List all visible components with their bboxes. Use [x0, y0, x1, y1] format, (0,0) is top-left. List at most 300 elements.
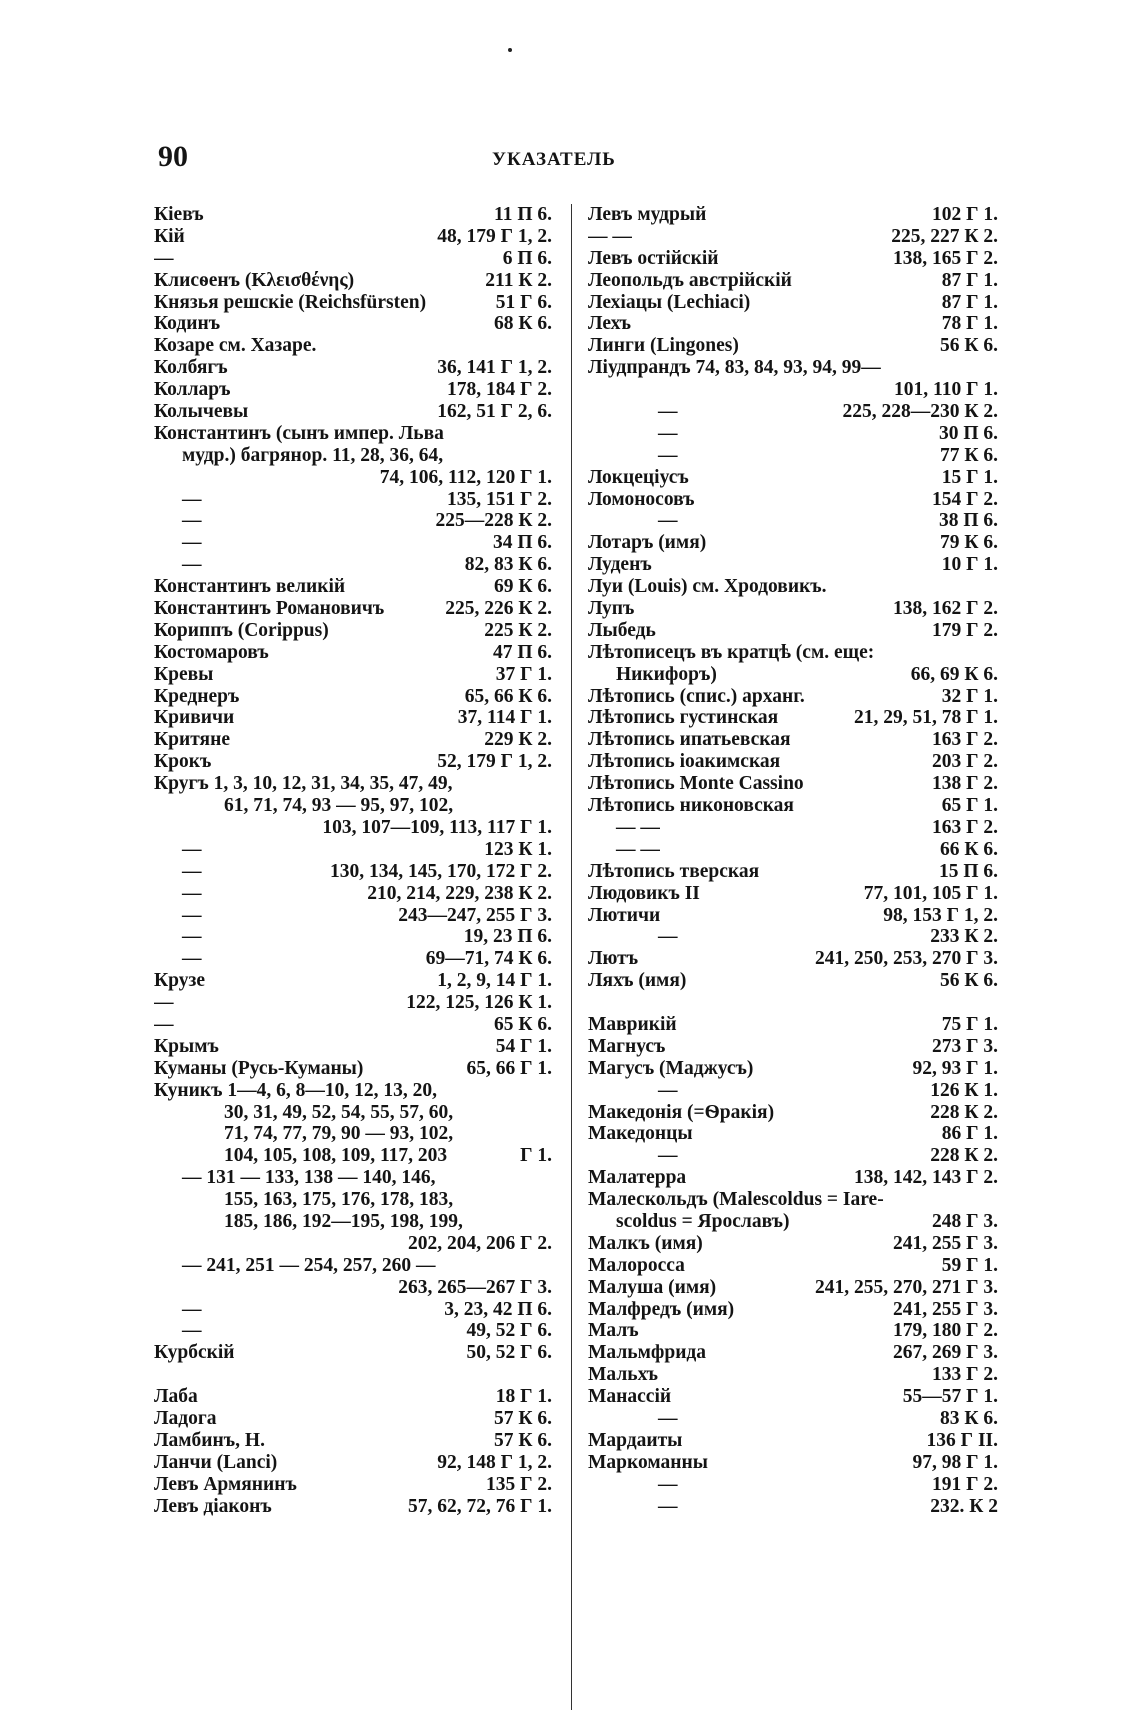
entry-reference: 49, 52 Г 6. — [466, 1320, 552, 1342]
entry-term: — — — [616, 816, 660, 838]
index-entry — [154, 379, 552, 401]
entry-reference: 225—228 К 2. — [435, 510, 552, 532]
entry-term: Лѣтопись никоновская — [588, 795, 794, 817]
entry-term: Манассій — [588, 1386, 672, 1408]
entry-term: — — [658, 1079, 678, 1101]
entry-reference: 179 Г 2. — [931, 619, 998, 641]
entry-term: Магусъ (Маджусъ) — [588, 1057, 754, 1079]
entry-term: Куманы (Русь-Куманы) — [154, 1057, 364, 1079]
entry-reference: 15 П 6. — [938, 860, 998, 882]
index-entry — [154, 905, 552, 927]
entry-term: Ліудпрандъ 74, 83, 84, 93, 94, 99— — [588, 357, 881, 379]
entry-term: Лупъ — [588, 598, 635, 620]
index-entry — [154, 1058, 552, 1080]
entry-term: Лѣтопись густинская — [588, 707, 779, 729]
entry-reference: 248 Г 3. — [931, 1210, 998, 1232]
entry-term: Креднеръ — [154, 685, 240, 707]
entry-term: мудр.) багрянор. 11, 28, 36, 64, — [182, 444, 444, 466]
entry-reference: 191 Г 2. — [931, 1473, 998, 1495]
entry-term: — — [182, 510, 202, 532]
entry-reference: 241, 255 Г 3. — [892, 1298, 998, 1320]
index-entry — [588, 861, 998, 883]
entry-term: Людовикъ II — [588, 882, 700, 904]
index-entry — [154, 817, 552, 839]
index-entry — [588, 1299, 998, 1321]
entry-reference: 10 Г 1. — [941, 554, 998, 576]
index-entry — [588, 1364, 998, 1386]
entry-reference: 32 Г 1. — [941, 685, 998, 707]
index-entry — [154, 795, 552, 817]
index-entry — [154, 1167, 552, 1189]
index-entry — [588, 248, 998, 270]
index-entry — [588, 226, 998, 248]
entry-reference: 92, 148 Г 1, 2. — [437, 1451, 552, 1473]
entry-term: Князья решскіе (Reichsfürsten) — [154, 291, 427, 313]
index-entry — [588, 1167, 998, 1189]
entry-term: Левъ Армянинъ — [154, 1473, 297, 1495]
entry-term: Кориппъ (Corippus) — [154, 619, 329, 641]
entry-reference: 65 К 6. — [493, 1013, 552, 1035]
index-entry — [154, 1014, 552, 1036]
index-entry — [154, 1189, 552, 1211]
entry-term: Лѣтопись іоакимская — [588, 751, 781, 773]
index-entry — [588, 686, 998, 708]
entry-term: Крымъ — [154, 1035, 219, 1057]
entry-reference: 56 К 6. — [939, 335, 998, 357]
index-entry — [154, 1386, 552, 1408]
entry-reference: 122, 125, 126 К 1. — [406, 992, 552, 1014]
index-entry — [588, 292, 998, 314]
entry-reference: 74, 106, 112, 120 Г 1. — [379, 466, 552, 488]
entry-term: Лехіацы (Lechiaci) — [588, 291, 751, 313]
entry-reference: 52, 179 Г 1, 2. — [437, 751, 552, 773]
entry-reference: 225 К 2. — [484, 619, 552, 641]
entry-reference: 233 К 2. — [930, 926, 998, 948]
column-divider — [571, 204, 572, 1710]
entry-reference: 48, 179 Г 1, 2. — [437, 225, 552, 247]
entry-reference: 103, 107—109, 113, 117 Г 1. — [322, 816, 552, 838]
entry-reference: 47 П 6. — [492, 641, 552, 663]
entry-term: Мардаиты — [588, 1429, 683, 1451]
entry-term: — 131 — 133, 138 — 140, 146, — [182, 1167, 436, 1189]
entry-reference: 65, 66 К 6. — [464, 685, 552, 707]
index-entry — [588, 1102, 998, 1124]
index-entry — [588, 1408, 998, 1430]
entry-term: Крокъ — [154, 751, 212, 773]
entry-term: Левъ діаконъ — [154, 1495, 272, 1517]
entry-term: Кодинъ — [154, 313, 221, 335]
index-entry — [588, 357, 998, 379]
index-entry — [154, 926, 552, 948]
index-entry — [154, 445, 552, 467]
index-entry — [588, 1496, 998, 1518]
index-entry — [154, 532, 552, 554]
index-entry — [154, 861, 552, 883]
entry-term: — — [182, 882, 202, 904]
index-entry — [588, 379, 998, 401]
index-entry — [154, 248, 552, 270]
entry-term: — — [658, 1145, 678, 1167]
index-entry — [154, 226, 552, 248]
index-entry — [154, 1255, 552, 1277]
index-entry — [588, 335, 998, 357]
entry-reference: 273 Г 3. — [931, 1035, 998, 1057]
index-entry — [588, 1145, 998, 1167]
index-entry — [154, 686, 552, 708]
entry-reference: 267, 269 Г 3. — [892, 1342, 998, 1364]
entry-term: Константинъ великій — [154, 576, 346, 598]
entry-term: — — [182, 904, 202, 926]
index-entry — [588, 992, 998, 1014]
entry-reference: 263, 265—267 Г 3. — [398, 1276, 552, 1298]
entry-reference: 6 П 6. — [502, 247, 552, 269]
entry-reference: 211 К 2. — [485, 269, 552, 291]
entry-reference: 21, 29, 51, 78 Г 1. — [853, 707, 998, 729]
entry-term: 185, 186, 192—195, 198, 199, — [224, 1210, 463, 1232]
entry-term: — — [182, 554, 202, 576]
entry-term: 61, 71, 74, 93 — 95, 97, 102, — [224, 795, 454, 817]
index-entry — [154, 992, 552, 1014]
entry-reference: 83 К 6. — [939, 1407, 998, 1429]
entry-reference: 1, 2, 9, 14 Г 1. — [437, 970, 552, 992]
entry-term: Ладога — [154, 1407, 217, 1429]
entry-term: Македонія (=Ѳракія) — [588, 1101, 775, 1123]
index-entry — [588, 1255, 998, 1277]
page-number: 90 — [158, 140, 188, 173]
index-entry — [154, 423, 552, 445]
entry-reference: 210, 214, 229, 238 К 2. — [367, 882, 552, 904]
index-column-left — [154, 204, 552, 1517]
entry-reference: 178, 184 Г 2. — [446, 379, 552, 401]
entry-reference: 54 Г 1. — [495, 1035, 552, 1057]
entry-term: — — [182, 926, 202, 948]
entry-reference: 163 Г 2. — [931, 816, 998, 838]
index-entry — [154, 1342, 552, 1364]
entry-term: — — [658, 1473, 678, 1495]
entry-reference: 162, 51 Г 2, 6. — [437, 401, 552, 423]
entry-reference: 65, 66 Г 1. — [466, 1057, 552, 1079]
entry-reference: 57 К 6. — [493, 1429, 552, 1451]
index-entry — [588, 467, 998, 489]
index-entry — [588, 554, 998, 576]
entry-reference: 18 Г 1. — [495, 1386, 552, 1408]
entry-term: scoldus = Ярославъ) — [616, 1210, 790, 1232]
entry-term: Малкъ (имя) — [588, 1232, 703, 1254]
index-entry — [588, 489, 998, 511]
entry-term: Козаре см. Хазаре. — [154, 335, 317, 357]
index-entry — [154, 1102, 552, 1124]
index-entry — [154, 707, 552, 729]
entry-reference: 243—247, 255 Г 3. — [398, 904, 552, 926]
entry-term: Лехъ — [588, 313, 632, 335]
entry-reference: 228 К 2. — [930, 1101, 998, 1123]
entry-term: Лѣтопись (спис.) арханг. — [588, 685, 805, 707]
entry-term: 104, 105, 108, 109, 117, 203 — [224, 1145, 448, 1167]
entry-term: — — [658, 1407, 678, 1429]
index-entry — [588, 532, 998, 554]
index-entry — [154, 883, 552, 905]
index-entry — [154, 1320, 552, 1342]
entry-reference: 79 К 6. — [939, 532, 998, 554]
entry-term: Критяне — [154, 729, 230, 751]
entry-term: Мальмфрида — [588, 1342, 707, 1364]
entry-term: — — — [588, 225, 632, 247]
index-entry — [154, 554, 552, 576]
entry-reference: 225, 228—230 К 2. — [842, 401, 998, 423]
entry-term: — — [182, 532, 202, 554]
entry-term: Колбягъ — [154, 357, 228, 379]
entry-reference: 138, 142, 143 Г 2. — [853, 1167, 998, 1189]
entry-reference: 241, 255, 270, 271 Г 3. — [814, 1276, 998, 1298]
index-entry — [588, 642, 998, 664]
entry-term: — — [658, 926, 678, 948]
index-entry — [588, 707, 998, 729]
entry-term: — — [658, 422, 678, 444]
entry-reference: 34 П 6. — [492, 532, 552, 554]
entry-term: Леопольдъ австрійскій — [588, 269, 792, 291]
entry-term: Малуша (имя) — [588, 1276, 717, 1298]
index-entry — [588, 729, 998, 751]
index-entry — [154, 1036, 552, 1058]
index-entry — [154, 729, 552, 751]
entry-term: Лыбедь — [588, 619, 656, 641]
index-entry — [588, 795, 998, 817]
index-entry — [154, 1496, 552, 1518]
index-entry — [154, 401, 552, 423]
index-entry — [588, 926, 998, 948]
index-entry — [154, 620, 552, 642]
entry-reference: 138 Г 2. — [931, 773, 998, 795]
index-entry — [154, 357, 552, 379]
entry-term: Луденъ — [588, 554, 652, 576]
entry-reference: 30 П 6. — [938, 422, 998, 444]
entry-term: — — [182, 860, 202, 882]
index-entry — [588, 313, 998, 335]
entry-term: 30, 31, 49, 52, 54, 55, 57, 60, — [224, 1101, 454, 1123]
entry-reference: 133 Г 2. — [931, 1364, 998, 1386]
entry-reference: 241, 255 Г 3. — [892, 1232, 998, 1254]
entry-term: Лѣтопись Monte Cassino — [588, 773, 804, 795]
entry-term: 71, 74, 77, 79, 90 — 93, 102, — [224, 1123, 454, 1145]
index-entry — [154, 335, 552, 357]
entry-term: Кіевъ — [154, 204, 204, 225]
index-entry — [588, 883, 998, 905]
index-entry — [154, 489, 552, 511]
index-entry — [588, 817, 998, 839]
index-entry — [154, 1123, 552, 1145]
entry-term: Кругъ 1, 3, 10, 12, 31, 34, 35, 47, 49, — [154, 773, 453, 795]
index-entry — [154, 270, 552, 292]
entry-reference: 101, 110 Г 1. — [894, 379, 998, 401]
index-entry — [154, 751, 552, 773]
entry-reference: 87 Г 1. — [941, 269, 998, 291]
entry-reference: 19, 23 П 6. — [463, 926, 552, 948]
index-entry — [588, 1080, 998, 1102]
entry-reference: 55—57 Г 1. — [902, 1386, 998, 1408]
index-column-right — [588, 204, 998, 1517]
entry-term: Клисѳенъ (Κλεισθένης) — [154, 269, 355, 291]
entry-reference: 68 К 6. — [493, 313, 552, 335]
index-entry — [588, 445, 998, 467]
entry-term: — — [154, 1013, 174, 1035]
entry-reference: 66, 69 К 6. — [910, 663, 998, 685]
index-entry — [588, 1014, 998, 1036]
index-entry — [588, 620, 998, 642]
index-entry — [154, 970, 552, 992]
index-entry — [588, 510, 998, 532]
index-entry — [588, 1474, 998, 1496]
entry-reference: 179, 180 Г 2. — [892, 1320, 998, 1342]
index-entry — [154, 1211, 552, 1233]
entry-reference: 36, 141 Г 1, 2. — [437, 357, 552, 379]
entry-term: Кревы — [154, 663, 214, 685]
entry-reference: 51 Г 6. — [495, 291, 552, 313]
entry-reference: 69 К 6. — [493, 576, 552, 598]
entry-reference: 3, 23, 42 П 6. — [444, 1298, 552, 1320]
entry-reference: 77, 101, 105 Г 1. — [863, 882, 998, 904]
index-entry — [588, 751, 998, 773]
index-entry — [588, 1211, 998, 1233]
entry-reference: 57 К 6. — [493, 1407, 552, 1429]
entry-term: Маврикій — [588, 1013, 677, 1035]
index-entry — [154, 664, 552, 686]
entry-term: Лютичи — [588, 904, 661, 926]
entry-reference: 11 П 6. — [494, 204, 552, 225]
entry-term: 155, 163, 175, 176, 178, 183, — [224, 1189, 454, 1211]
entry-term: — 241, 251 — 254, 257, 260 — — [182, 1254, 436, 1276]
index-entry — [154, 1474, 552, 1496]
index-entry — [588, 270, 998, 292]
entry-term: Маркоманны — [588, 1451, 708, 1473]
entry-term: — — [182, 838, 202, 860]
entry-term: Колычевы — [154, 401, 249, 423]
entry-term: Ланчи (Lanci) — [154, 1451, 278, 1473]
index-entry — [588, 1320, 998, 1342]
entry-reference: 154 Г 2. — [931, 488, 998, 510]
entry-reference: 38 П 6. — [938, 510, 998, 532]
entry-reference: Г 1. — [520, 1145, 552, 1167]
entry-reference: 77 К 6. — [939, 444, 998, 466]
entry-term: — — [154, 992, 174, 1014]
entry-term: — — [658, 401, 678, 423]
index-entry — [154, 510, 552, 532]
entry-term: Ляхъ (имя) — [588, 970, 687, 992]
entry-term: Лѣтописецъ въ кратцѣ (см. еще: — [588, 641, 875, 663]
entry-reference: 66 К 6. — [939, 838, 998, 860]
index-entry — [154, 773, 552, 795]
index-entry — [588, 1233, 998, 1255]
entry-term: Левъ мудрый — [588, 204, 707, 225]
index-entry — [588, 204, 998, 226]
entry-term: Лютъ — [588, 948, 639, 970]
entry-term: Константинъ Романовичъ — [154, 598, 385, 620]
entry-reference: 69—71, 74 К 6. — [425, 948, 552, 970]
entry-term: — — [182, 1298, 202, 1320]
index-entry — [154, 1364, 552, 1386]
entry-reference: 229 К 2. — [484, 729, 552, 751]
index-entry — [154, 1277, 552, 1299]
index-entry — [588, 401, 998, 423]
index-entry — [588, 1058, 998, 1080]
index-entry — [588, 773, 998, 795]
entry-reference: 136 Г II. — [926, 1429, 998, 1451]
index-entry — [154, 839, 552, 861]
index-entry — [588, 423, 998, 445]
entry-reference: 59 Г 1. — [941, 1254, 998, 1276]
entry-reference: 102 Г 1. — [931, 204, 998, 225]
entry-term: — — [182, 1320, 202, 1342]
entry-term: Македонцы — [588, 1123, 693, 1145]
index-entry — [154, 313, 552, 335]
entry-reference: 37 Г 1. — [495, 663, 552, 685]
index-entry — [154, 1080, 552, 1102]
entry-reference: 135, 151 Г 2. — [446, 488, 552, 510]
entry-reference: 163 Г 2. — [931, 729, 998, 751]
index-entry — [588, 839, 998, 861]
entry-reference: 123 К 1. — [484, 838, 552, 860]
index-entry — [154, 576, 552, 598]
entry-term: — — [658, 444, 678, 466]
entry-term: Никифоръ) — [616, 663, 717, 685]
index-entry — [154, 598, 552, 620]
index-entry — [588, 1386, 998, 1408]
entry-term: Линги (Lingones) — [588, 335, 739, 357]
entry-term: — — [182, 948, 202, 970]
entry-term: Малоросса — [588, 1254, 685, 1276]
index-entry — [588, 1342, 998, 1364]
entry-reference: 97, 98 Г 1. — [912, 1451, 998, 1473]
index-entry — [154, 1299, 552, 1321]
entry-term: Малъ — [588, 1320, 639, 1342]
entry-reference: 232. К 2 — [930, 1495, 998, 1517]
entry-reference: 50, 52 Г 6. — [466, 1342, 552, 1364]
entry-term: Костомаровъ — [154, 641, 269, 663]
entry-reference: 225, 226 К 2. — [445, 598, 552, 620]
index-entry — [588, 1123, 998, 1145]
index-entry — [588, 1430, 998, 1452]
entry-reference: 138, 162 Г 2. — [892, 598, 998, 620]
entry-term: Малескольдъ (Malescoldus = Iare- — [588, 1189, 884, 1211]
index-entry — [154, 1233, 552, 1255]
entry-term: Кривичи — [154, 707, 235, 729]
index-entry — [154, 292, 552, 314]
index-entry — [154, 642, 552, 664]
entry-term: — — — [616, 838, 660, 860]
entry-term: Кій — [154, 225, 185, 247]
index-entry — [588, 905, 998, 927]
entry-term: — — [182, 488, 202, 510]
print-speck — [508, 48, 512, 52]
entry-term: Малфредъ (имя) — [588, 1298, 735, 1320]
index-entry — [588, 664, 998, 686]
entry-term: Локцеціусъ — [588, 466, 689, 488]
entry-term: Крузе — [154, 970, 205, 992]
index-entry — [588, 970, 998, 992]
entry-reference: 56 К 6. — [939, 970, 998, 992]
entry-reference: 37, 114 Г 1. — [457, 707, 552, 729]
entry-reference: 65 Г 1. — [941, 795, 998, 817]
entry-term: Левъ остійскій — [588, 247, 719, 269]
index-entry — [154, 1145, 552, 1167]
entry-reference: 87 Г 1. — [941, 291, 998, 313]
index-entry — [154, 1452, 552, 1474]
entry-term: Ломоносовъ — [588, 488, 695, 510]
index-entry — [588, 1189, 998, 1211]
index-entry — [154, 467, 552, 489]
entry-reference: 202, 204, 206 Г 2. — [407, 1232, 552, 1254]
entry-reference: 86 Г 1. — [941, 1123, 998, 1145]
entry-reference: 228 К 2. — [930, 1145, 998, 1167]
